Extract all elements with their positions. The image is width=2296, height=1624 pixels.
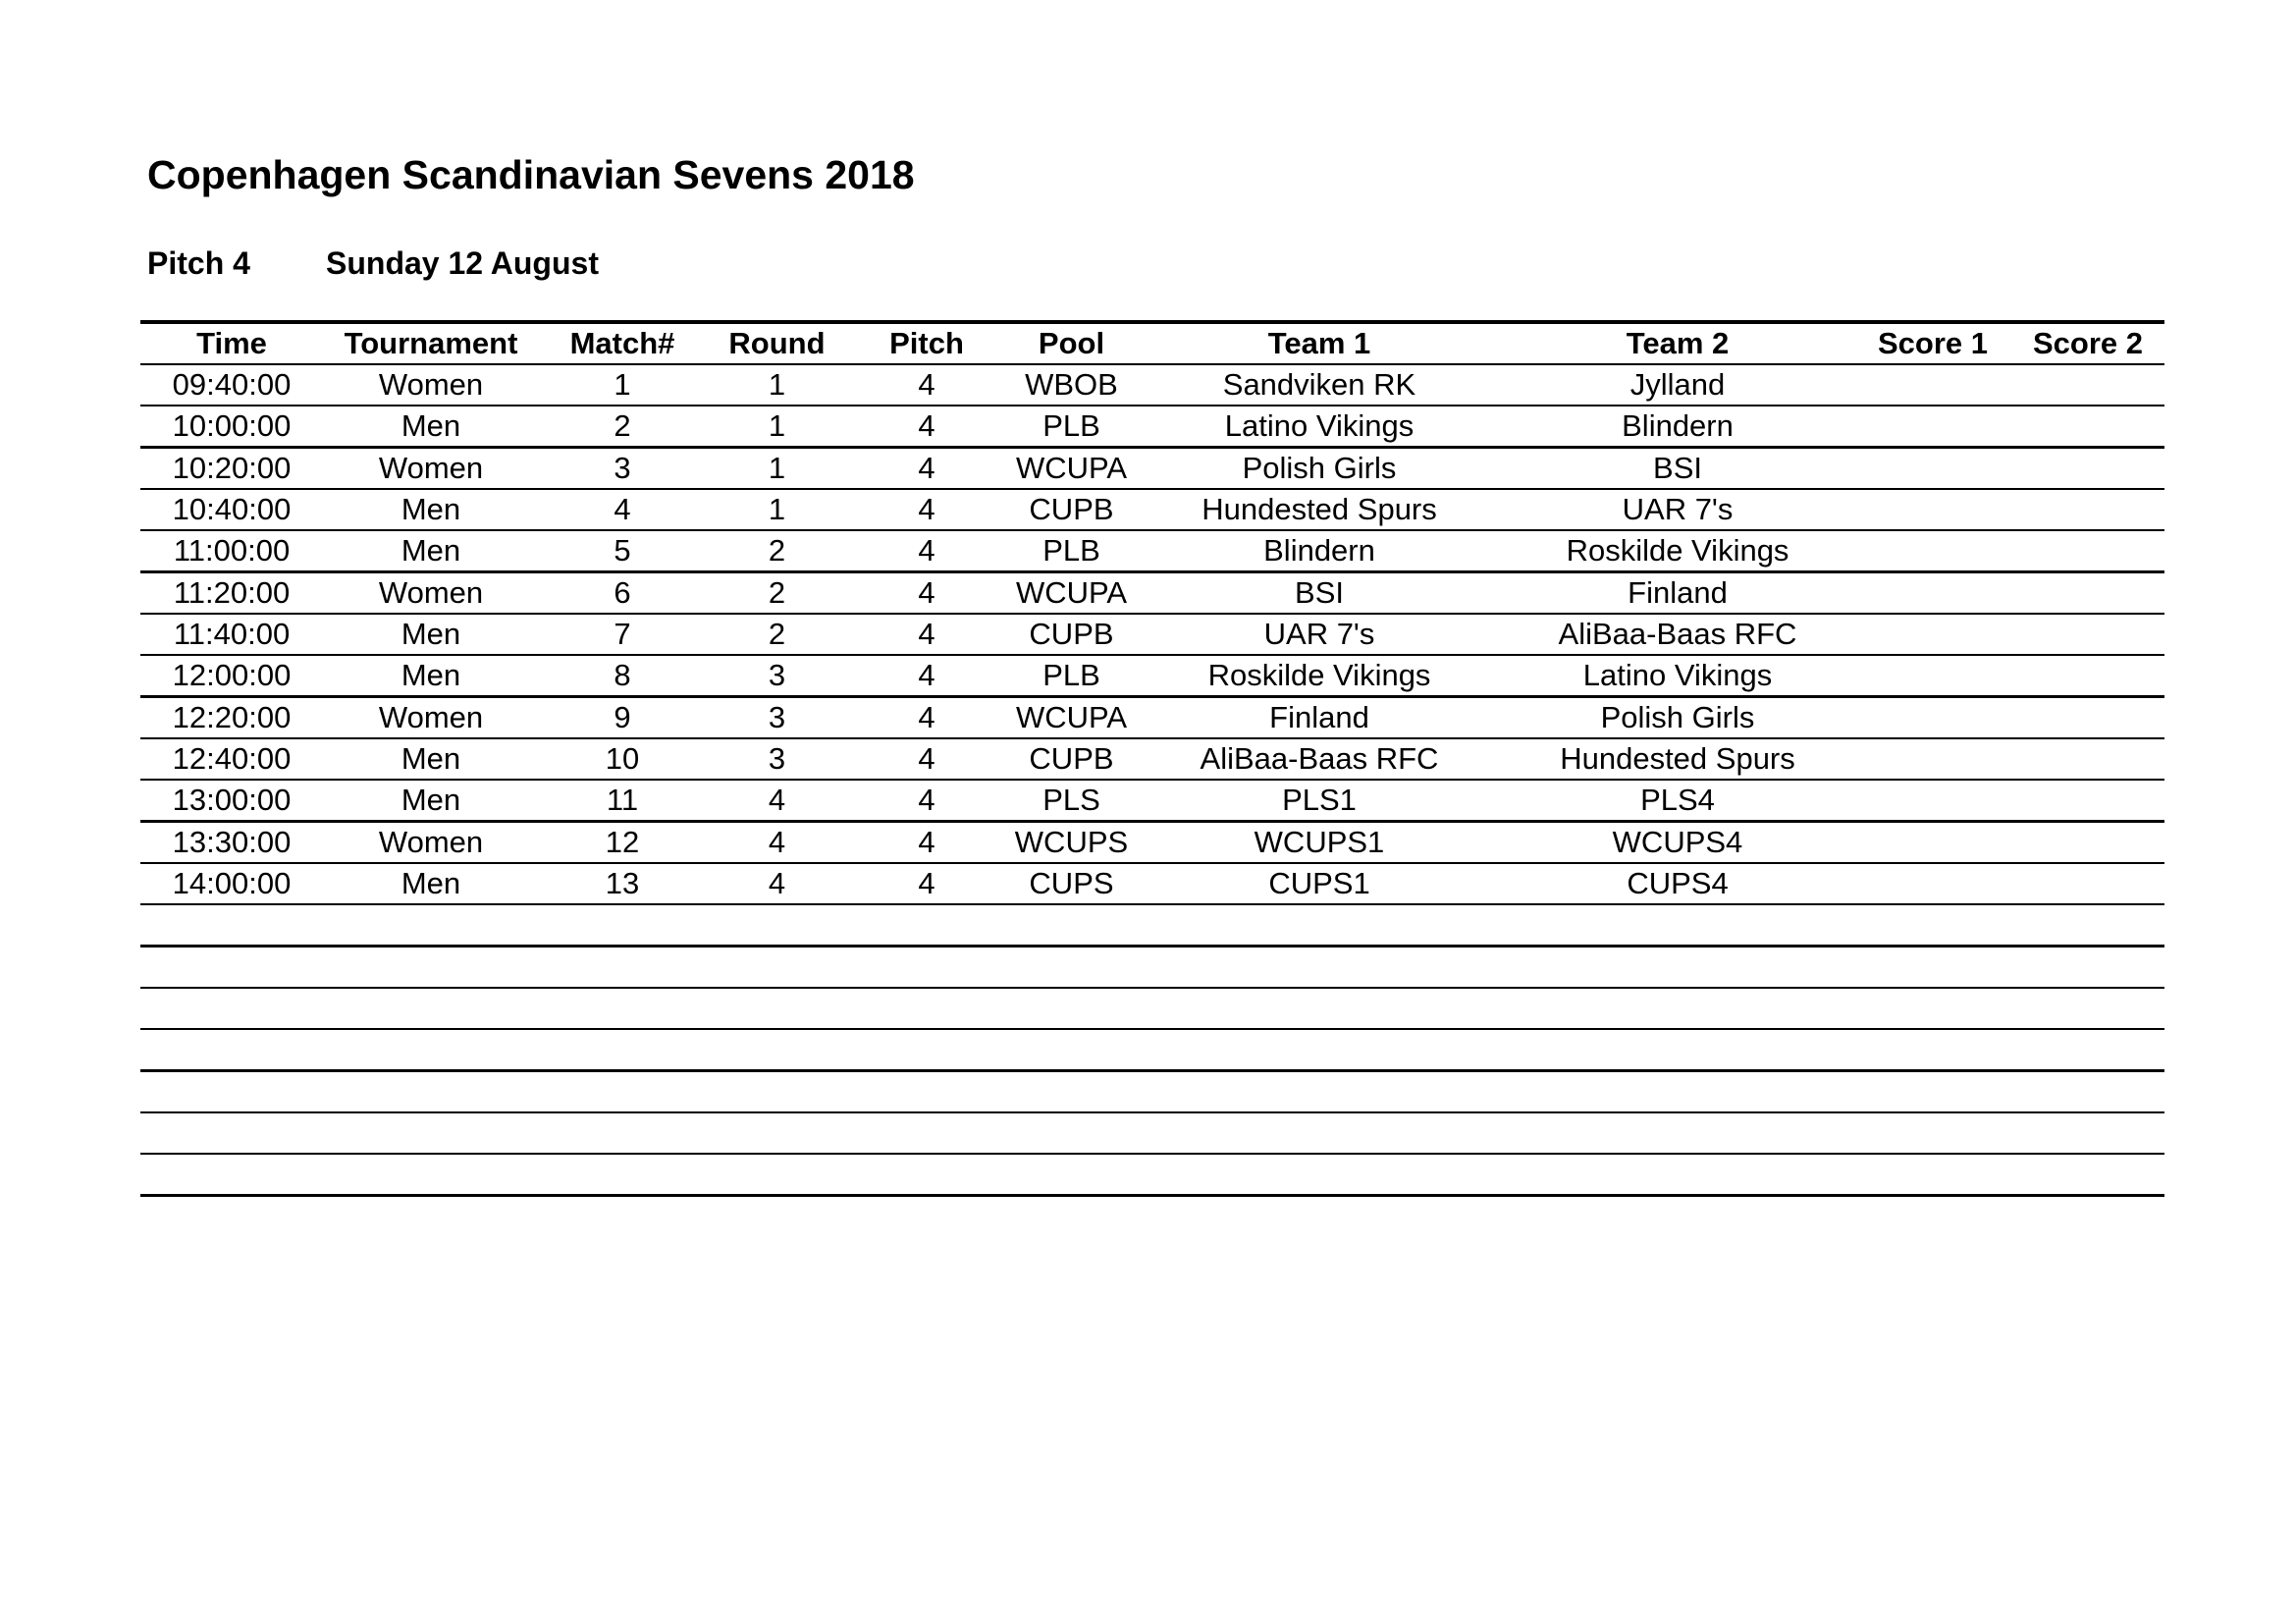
- score2-cell: [2011, 448, 2164, 490]
- pool-cell: WCUPA: [1005, 448, 1138, 490]
- team2-cell: PLS4: [1501, 780, 1854, 822]
- team1-cell: [1138, 1154, 1501, 1196]
- table-row: [140, 904, 2164, 947]
- score1-cell: [1854, 1029, 2011, 1071]
- page-title: Copenhagen Scandinavian Sevens 2018: [147, 152, 915, 197]
- table-row: [140, 572, 2164, 615]
- table-row: [140, 489, 2164, 530]
- team2-cell: Roskilde Vikings: [1501, 530, 1854, 572]
- score2-cell: [2011, 364, 2164, 406]
- team1-cell: AliBaa-Baas RFC: [1138, 738, 1501, 780]
- round-cell: 3: [706, 697, 848, 739]
- pool-cell: WBOB: [1005, 364, 1138, 406]
- pitch-cell: 4: [848, 697, 1005, 739]
- match-cell: 3: [539, 448, 706, 490]
- pool-cell: PLS: [1005, 780, 1138, 822]
- team1-cell: Blindern: [1138, 530, 1501, 572]
- match-cell: 6: [539, 572, 706, 615]
- match-cell: [539, 988, 706, 1029]
- round-cell: [706, 947, 848, 989]
- col-header-score2: Score 2: [2011, 322, 2164, 364]
- round-cell: [706, 988, 848, 1029]
- team2-cell: [1501, 1029, 1854, 1071]
- pitch-cell: [848, 1154, 1005, 1196]
- time-cell: [140, 1154, 323, 1196]
- pool-cell: WCUPA: [1005, 572, 1138, 615]
- table-row: [140, 697, 2164, 739]
- pool-cell: [1005, 1154, 1138, 1196]
- table-row: [140, 448, 2164, 490]
- team1-cell: [1138, 988, 1501, 1029]
- score2-cell: [2011, 1154, 2164, 1196]
- time-cell: 12:40:00: [140, 738, 323, 780]
- team1-cell: Finland: [1138, 697, 1501, 739]
- time-cell: [140, 988, 323, 1029]
- match-cell: 10: [539, 738, 706, 780]
- time-cell: [140, 947, 323, 989]
- time-cell: 13:30:00: [140, 822, 323, 864]
- round-cell: 1: [706, 448, 848, 490]
- score2-cell: [2011, 655, 2164, 697]
- tournament-cell: [323, 904, 539, 947]
- tournament-cell: [323, 988, 539, 1029]
- tournament-cell: Women: [323, 448, 539, 490]
- team2-cell: Jylland: [1501, 364, 1854, 406]
- time-cell: [140, 904, 323, 947]
- tournament-cell: [323, 1071, 539, 1113]
- team2-cell: UAR 7's: [1501, 489, 1854, 530]
- table-row: [140, 406, 2164, 448]
- table-row: [140, 614, 2164, 655]
- round-cell: [706, 1071, 848, 1113]
- table-row: [140, 1029, 2164, 1071]
- tournament-cell: Men: [323, 489, 539, 530]
- time-cell: 11:20:00: [140, 572, 323, 615]
- round-cell: 1: [706, 364, 848, 406]
- pool-cell: [1005, 988, 1138, 1029]
- team1-cell: Latino Vikings: [1138, 406, 1501, 448]
- team2-cell: [1501, 988, 1854, 1029]
- score1-cell: [1854, 780, 2011, 822]
- pitch-cell: [848, 988, 1005, 1029]
- score1-cell: [1854, 364, 2011, 406]
- tournament-cell: Women: [323, 697, 539, 739]
- round-cell: 4: [706, 822, 848, 864]
- table-row: [140, 780, 2164, 822]
- schedule-table: [140, 320, 2164, 1197]
- team2-cell: WCUPS4: [1501, 822, 1854, 864]
- team1-cell: [1138, 1112, 1501, 1154]
- score1-cell: [1854, 697, 2011, 739]
- score1-cell: [1854, 489, 2011, 530]
- pitch-cell: 4: [848, 822, 1005, 864]
- match-cell: 2: [539, 406, 706, 448]
- pool-cell: WCUPS: [1005, 822, 1138, 864]
- col-header-tournament: Tournament: [323, 322, 539, 364]
- round-cell: [706, 1112, 848, 1154]
- score1-cell: [1854, 1071, 2011, 1113]
- pool-cell: PLB: [1005, 406, 1138, 448]
- score2-cell: [2011, 572, 2164, 615]
- score1-cell: [1854, 988, 2011, 1029]
- pool-cell: CUPB: [1005, 614, 1138, 655]
- team2-cell: [1501, 1154, 1854, 1196]
- table-row: [140, 1112, 2164, 1154]
- match-cell: 12: [539, 822, 706, 864]
- match-cell: 1: [539, 364, 706, 406]
- pitch-cell: 4: [848, 655, 1005, 697]
- round-cell: 2: [706, 572, 848, 615]
- team1-cell: Sandviken RK: [1138, 364, 1501, 406]
- col-header-pitch: Pitch: [848, 322, 1005, 364]
- pitch-cell: 4: [848, 364, 1005, 406]
- team1-cell: Polish Girls: [1138, 448, 1501, 490]
- team1-cell: [1138, 904, 1501, 947]
- match-cell: [539, 1071, 706, 1113]
- score2-cell: [2011, 530, 2164, 572]
- table-row: [140, 530, 2164, 572]
- pool-cell: CUPB: [1005, 738, 1138, 780]
- pool-cell: [1005, 904, 1138, 947]
- round-cell: [706, 1029, 848, 1071]
- team1-cell: Hundested Spurs: [1138, 489, 1501, 530]
- match-cell: 13: [539, 863, 706, 904]
- tournament-cell: Men: [323, 614, 539, 655]
- score1-cell: [1854, 1154, 2011, 1196]
- round-cell: 1: [706, 406, 848, 448]
- team2-cell: Latino Vikings: [1501, 655, 1854, 697]
- score2-cell: [2011, 863, 2164, 904]
- score1-cell: [1854, 530, 2011, 572]
- table-row: [140, 738, 2164, 780]
- time-cell: [140, 1112, 323, 1154]
- col-header-match: Match#: [539, 322, 706, 364]
- tournament-cell: [323, 1029, 539, 1071]
- pitch-cell: 4: [848, 406, 1005, 448]
- pitch-cell: [848, 1071, 1005, 1113]
- score2-cell: [2011, 697, 2164, 739]
- pitch-cell: 4: [848, 572, 1005, 615]
- match-cell: [539, 1154, 706, 1196]
- team1-cell: [1138, 1029, 1501, 1071]
- tournament-cell: Men: [323, 655, 539, 697]
- schedule-body: [140, 364, 2164, 1196]
- table-row: [140, 655, 2164, 697]
- match-cell: [539, 1029, 706, 1071]
- col-header-team1: Team 1: [1138, 322, 1501, 364]
- match-cell: 11: [539, 780, 706, 822]
- pitch-cell: [848, 1029, 1005, 1071]
- team1-cell: WCUPS1: [1138, 822, 1501, 864]
- pitch-cell: [848, 947, 1005, 989]
- pool-cell: PLB: [1005, 530, 1138, 572]
- tournament-cell: Men: [323, 780, 539, 822]
- round-cell: 1: [706, 489, 848, 530]
- score2-cell: [2011, 988, 2164, 1029]
- col-header-team2: Team 2: [1501, 322, 1854, 364]
- tournament-cell: Men: [323, 530, 539, 572]
- team2-cell: [1501, 1071, 1854, 1113]
- time-cell: 09:40:00: [140, 364, 323, 406]
- score2-cell: [2011, 780, 2164, 822]
- pool-cell: WCUPA: [1005, 697, 1138, 739]
- team1-cell: CUPS1: [1138, 863, 1501, 904]
- team2-cell: AliBaa-Baas RFC: [1501, 614, 1854, 655]
- table-row: [140, 988, 2164, 1029]
- pitch-cell: 4: [848, 530, 1005, 572]
- pool-cell: CUPS: [1005, 863, 1138, 904]
- table-header-row: [140, 322, 2164, 364]
- match-cell: 7: [539, 614, 706, 655]
- tournament-cell: [323, 1112, 539, 1154]
- tournament-cell: Women: [323, 822, 539, 864]
- score1-cell: [1854, 1112, 2011, 1154]
- score2-cell: [2011, 614, 2164, 655]
- tournament-cell: [323, 947, 539, 989]
- team1-cell: PLS1: [1138, 780, 1501, 822]
- score2-cell: [2011, 1029, 2164, 1071]
- team2-cell: [1501, 904, 1854, 947]
- table-row: [140, 364, 2164, 406]
- pitch-label: Pitch 4: [147, 245, 250, 281]
- score1-cell: [1854, 406, 2011, 448]
- team1-cell: [1138, 1071, 1501, 1113]
- tournament-cell: [323, 1154, 539, 1196]
- team2-cell: [1501, 1112, 1854, 1154]
- date-label: Sunday 12 August: [326, 245, 599, 281]
- col-header-time: Time: [140, 322, 323, 364]
- team2-cell: Polish Girls: [1501, 697, 1854, 739]
- tournament-cell: Women: [323, 572, 539, 615]
- score2-cell: [2011, 1071, 2164, 1113]
- pitch-cell: 4: [848, 448, 1005, 490]
- time-cell: 14:00:00: [140, 863, 323, 904]
- round-cell: 4: [706, 863, 848, 904]
- score2-cell: [2011, 947, 2164, 989]
- time-cell: 12:20:00: [140, 697, 323, 739]
- team1-cell: Roskilde Vikings: [1138, 655, 1501, 697]
- col-header-round: Round: [706, 322, 848, 364]
- col-header-pool: Pool: [1005, 322, 1138, 364]
- tournament-cell: Men: [323, 406, 539, 448]
- pitch-cell: 4: [848, 614, 1005, 655]
- team1-cell: UAR 7's: [1138, 614, 1501, 655]
- tournament-cell: Men: [323, 738, 539, 780]
- round-cell: 3: [706, 738, 848, 780]
- match-cell: 4: [539, 489, 706, 530]
- table-row: [140, 1154, 2164, 1196]
- pitch-cell: 4: [848, 780, 1005, 822]
- score1-cell: [1854, 738, 2011, 780]
- score1-cell: [1854, 448, 2011, 490]
- time-cell: [140, 1029, 323, 1071]
- team2-cell: Blindern: [1501, 406, 1854, 448]
- score1-cell: [1854, 822, 2011, 864]
- team1-cell: [1138, 947, 1501, 989]
- pool-cell: [1005, 1029, 1138, 1071]
- match-cell: 8: [539, 655, 706, 697]
- time-cell: 10:40:00: [140, 489, 323, 530]
- team2-cell: Hundested Spurs: [1501, 738, 1854, 780]
- time-cell: 11:40:00: [140, 614, 323, 655]
- pitch-cell: 4: [848, 738, 1005, 780]
- pool-cell: [1005, 1112, 1138, 1154]
- time-cell: 11:00:00: [140, 530, 323, 572]
- time-cell: 12:00:00: [140, 655, 323, 697]
- table-row: [140, 863, 2164, 904]
- pitch-cell: 4: [848, 863, 1005, 904]
- team2-cell: BSI: [1501, 448, 1854, 490]
- team1-cell: BSI: [1138, 572, 1501, 615]
- score1-cell: [1854, 947, 2011, 989]
- score2-cell: [2011, 738, 2164, 780]
- pool-cell: [1005, 1071, 1138, 1113]
- time-cell: 13:00:00: [140, 780, 323, 822]
- score1-cell: [1854, 614, 2011, 655]
- round-cell: 3: [706, 655, 848, 697]
- score2-cell: [2011, 489, 2164, 530]
- pitch-cell: 4: [848, 489, 1005, 530]
- table-row: [140, 822, 2164, 864]
- tournament-cell: Men: [323, 863, 539, 904]
- team2-cell: Finland: [1501, 572, 1854, 615]
- match-cell: [539, 904, 706, 947]
- pool-cell: PLB: [1005, 655, 1138, 697]
- score2-cell: [2011, 1112, 2164, 1154]
- score1-cell: [1854, 904, 2011, 947]
- time-cell: 10:00:00: [140, 406, 323, 448]
- score2-cell: [2011, 904, 2164, 947]
- time-cell: [140, 1071, 323, 1113]
- match-cell: 9: [539, 697, 706, 739]
- round-cell: 2: [706, 530, 848, 572]
- col-header-score1: Score 1: [1854, 322, 2011, 364]
- score1-cell: [1854, 572, 2011, 615]
- score2-cell: [2011, 822, 2164, 864]
- pitch-cell: [848, 904, 1005, 947]
- round-cell: [706, 1154, 848, 1196]
- tournament-cell: Women: [323, 364, 539, 406]
- pool-cell: [1005, 947, 1138, 989]
- score2-cell: [2011, 406, 2164, 448]
- match-cell: [539, 947, 706, 989]
- round-cell: 4: [706, 780, 848, 822]
- round-cell: [706, 904, 848, 947]
- team2-cell: CUPS4: [1501, 863, 1854, 904]
- match-cell: [539, 1112, 706, 1154]
- score1-cell: [1854, 655, 2011, 697]
- table-row: [140, 1071, 2164, 1113]
- score1-cell: [1854, 863, 2011, 904]
- round-cell: 2: [706, 614, 848, 655]
- team2-cell: [1501, 947, 1854, 989]
- pool-cell: CUPB: [1005, 489, 1138, 530]
- match-cell: 5: [539, 530, 706, 572]
- pitch-cell: [848, 1112, 1005, 1154]
- time-cell: 10:20:00: [140, 448, 323, 490]
- table-row: [140, 947, 2164, 989]
